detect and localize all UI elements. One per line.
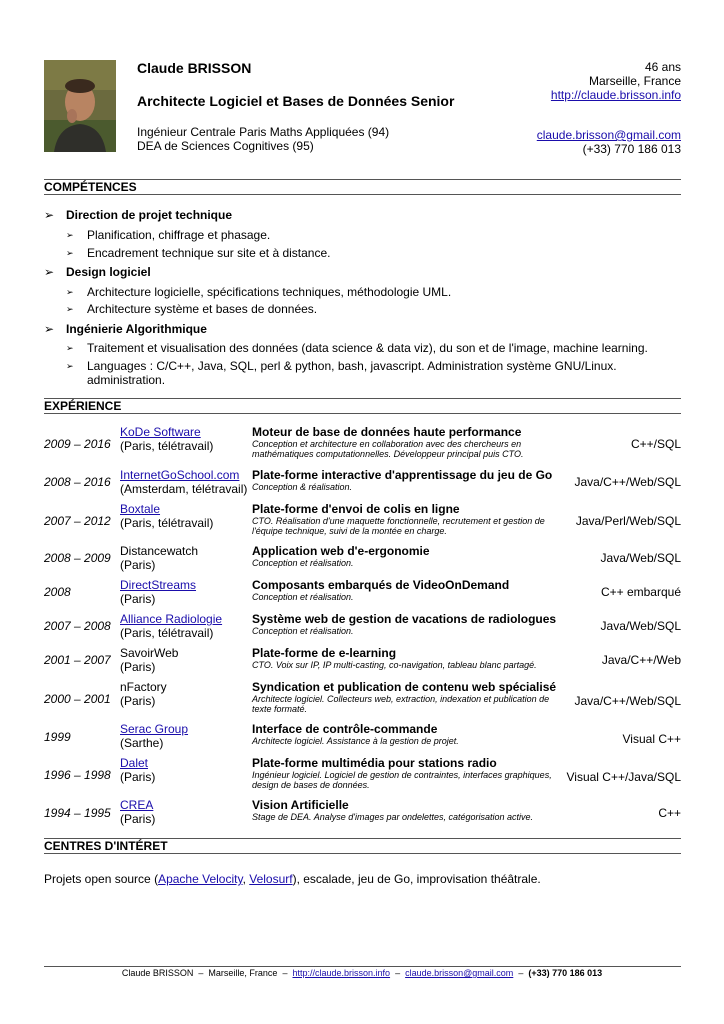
skill-item: ➢ Languages : C/C++, Java, SQL, perl & python, bash, javascript. Administration système GNU/Linux. administration. <box>66 359 617 387</box>
company-name: Distancewatch <box>120 544 199 558</box>
arrow-bullet-icon: ➢ <box>66 248 74 258</box>
experience-description: Conception et réalisation. <box>252 558 354 568</box>
experience-tech: Java/Web/SQL <box>600 619 681 633</box>
footer: Claude BRISSON – Marseille, France – http://claude.brisson.info – claude.brisson@gmail.com – (+33) 770 186 013 <box>121 968 603 978</box>
experience-row <box>44 502 681 542</box>
interests-text: Projets open source (Apache Velocity, Velosurf), escalade, jeu de Go, improvisation théâtrale. <box>44 872 541 886</box>
skill-item: ➢ Encadrement technique sur site et à distance. <box>66 246 331 260</box>
company-link[interactable]: Dalet <box>120 756 149 770</box>
velosurf-link[interactable]: Velosurf <box>249 872 293 886</box>
experience-tech: C++ <box>658 806 681 820</box>
experience-tech: Java/C++/Web/SQL <box>574 475 681 489</box>
experience-description: Architecte logiciel. Collecteurs web, extraction, indexation et publication de texte formaté. <box>252 694 550 714</box>
experience-title: Système web de gestion de vacations de radiologues <box>252 612 557 626</box>
footer-divider <box>44 966 681 967</box>
experience-title: Moteur de base de données haute performance <box>252 425 522 439</box>
footer-name: Claude BRISSON <box>121 968 194 978</box>
experience-date: 2000 – 2001 <box>44 692 111 706</box>
section-title-experience: EXPÉRIENCE <box>44 398 681 414</box>
experience-tech: Java/C++/Web <box>601 653 681 667</box>
email-link[interactable]: claude.brisson@gmail.com <box>536 128 681 142</box>
company-place: (Paris) <box>120 812 156 826</box>
arrow-bullet-icon: ➢ <box>66 361 74 371</box>
company-name: nFactory <box>120 680 167 694</box>
company-name: SavoirWeb <box>120 646 179 660</box>
company-link[interactable]: Boxtale <box>120 502 161 516</box>
education-line-1: Ingénieur Centrale Paris Maths Appliquées (94) <box>137 125 390 139</box>
experience-tech: Java/Perl/Web/SQL <box>575 514 681 528</box>
skill-title: Direction de projet technique <box>66 208 233 222</box>
experience-title: Interface de contrôle-commande <box>252 722 438 736</box>
company-place: (Paris, télétravail) <box>120 626 214 640</box>
experience-date: 2007 – 2008 <box>44 619 111 633</box>
company-place: (Paris) <box>120 592 156 606</box>
arrow-bullet-icon: ➢ <box>44 265 55 279</box>
company-place: (Sarthe) <box>120 736 164 750</box>
company-link[interactable]: InternetGoSchool.com <box>120 468 240 482</box>
company-link[interactable]: DirectStreams <box>120 578 197 592</box>
experience-title: Application web d'e-ergonomie <box>252 544 430 558</box>
skill-group <box>44 265 151 279</box>
profile-photo <box>44 60 116 152</box>
footer-phone: (+33) 770 186 013 <box>528 968 603 978</box>
footer-website-link[interactable]: http://claude.brisson.info <box>292 968 391 978</box>
age: 46 ans <box>644 60 681 74</box>
experience-date: 2008 <box>44 585 71 599</box>
experience-description: CTO. Voix sur IP, IP multi-casting, co-navigation, tableau blanc partagé. <box>252 660 537 670</box>
experience-description: Ingénieur logiciel. Logiciel de gestion de contraintes, interfaces graphiques, design de bases de données. <box>252 770 552 790</box>
experience-date: 2009 – 2016 <box>44 437 111 451</box>
company-link[interactable]: Serac Group <box>120 722 189 736</box>
skill-item: ➢ Planification, chiffrage et phasage. <box>66 228 271 242</box>
experience-date: 1994 – 1995 <box>44 806 111 820</box>
skill-title: Design logiciel <box>66 265 151 279</box>
job-headline: Architecte Logiciel et Bases de Données Senior <box>137 93 455 109</box>
skill-item: ➢ Architecture logicielle, spécifications techniques, méthodologie UML. <box>66 285 452 299</box>
experience-date: 1996 – 1998 <box>44 768 111 782</box>
experience-tech: C++ embarqué <box>600 585 681 599</box>
experience-tech: C++/SQL <box>630 437 681 451</box>
arrow-bullet-icon: ➢ <box>66 304 74 314</box>
experience-description: Stage de DEA. Analyse d'images par ondelettes, catégorisation active. <box>252 812 534 822</box>
experience-title: Syndication et publication de contenu web spécialisé <box>252 680 557 694</box>
experience-date: 2001 – 2007 <box>44 653 111 667</box>
skill-group <box>44 322 207 336</box>
experience-date: 2008 – 2016 <box>44 475 111 489</box>
experience-description: Conception et réalisation. <box>252 592 354 602</box>
company-place: (Paris) <box>120 770 156 784</box>
experience-date: 1999 <box>44 730 71 744</box>
education-line-2: DEA de Sciences Cognitives (95) <box>137 139 314 153</box>
skill-item: ➢ Traitement et visualisation des données (data science & data viz), du son et de l'image, machine learning. <box>66 341 648 355</box>
arrow-bullet-icon: ➢ <box>66 287 74 297</box>
company-place: (Paris, télétravail) <box>120 516 214 530</box>
arrow-bullet-icon: ➢ <box>44 322 55 336</box>
arrow-bullet-icon: ➢ <box>44 208 55 222</box>
experience-description: Conception et réalisation. <box>252 626 354 636</box>
experience-tech: Visual C++/Java/SQL <box>566 770 681 784</box>
experience-title: Plate-forme interactive d'apprentissage du jeu de Go <box>252 468 553 482</box>
arrow-bullet-icon: ➢ <box>66 230 74 240</box>
company-link[interactable]: CREA <box>120 798 154 812</box>
skill-item: ➢ Architecture système et bases de données. <box>66 302 318 316</box>
company-link[interactable]: KoDe Software <box>120 425 201 439</box>
footer-email-link[interactable]: claude.brisson@gmail.com <box>405 968 514 978</box>
apache-velocity-link[interactable]: Apache Velocity <box>158 872 243 886</box>
skill-group <box>44 208 232 222</box>
experience-row <box>44 756 681 796</box>
experience-title: Plate-forme multimédia pour stations radio <box>252 756 497 770</box>
experience-title: Vision Artificielle <box>252 798 349 812</box>
section-title-skills: COMPÉTENCES <box>44 179 681 195</box>
candidate-name: Claude BRISSON <box>137 60 252 76</box>
experience-description: CTO. Réalisation d'une maquette fonctionnelle, recrutement et gestion de l'équipe technique, suivi de la montée en charge. <box>252 516 545 536</box>
skill-title: Ingénierie Algorithmique <box>66 322 207 336</box>
experience-description: Conception & réalisation. <box>252 482 353 492</box>
experience-date: 2008 – 2009 <box>44 551 111 565</box>
experience-date: 2007 – 2012 <box>44 514 111 528</box>
company-place: (Paris, télétravail) <box>120 439 214 453</box>
experience-title: Composants embarqués de VideoOnDemand <box>252 578 510 592</box>
company-place: (Paris) <box>120 558 156 572</box>
experience-title: Plate-forme d'envoi de colis en ligne <box>252 502 460 516</box>
company-place: (Paris) <box>120 694 156 708</box>
arrow-bullet-icon: ➢ <box>66 343 74 353</box>
experience-tech: Java/C++/Web/SQL <box>574 694 681 708</box>
footer-location: Marseille, France <box>208 968 278 978</box>
experience-row <box>44 425 681 465</box>
location: Marseille, France <box>588 74 681 88</box>
company-link[interactable]: Alliance Radiologie <box>120 612 223 626</box>
experience-row <box>44 798 681 838</box>
experience-description: Conception et architecture en collaboration avec des chercheurs en mathématiques computationnelles. Développeur principal puis CTO. <box>252 439 524 459</box>
website-link[interactable]: http://claude.brisson.info <box>550 88 681 102</box>
experience-tech: Visual C++ <box>622 732 681 746</box>
phone-number: (+33) 770 186 013 <box>582 142 681 156</box>
experience-description: Architecte logiciel. Assistance à la gestion de projet. <box>252 736 459 746</box>
experience-row <box>44 680 681 720</box>
company-place: (Amsterdam, télétravail) <box>120 482 248 496</box>
experience-tech: Java/Web/SQL <box>600 551 681 565</box>
section-title-interests: CENTRES D'INTÉRET <box>44 838 681 854</box>
company-place: (Paris) <box>120 660 156 674</box>
experience-title: Plate-forme de e-learning <box>252 646 397 660</box>
